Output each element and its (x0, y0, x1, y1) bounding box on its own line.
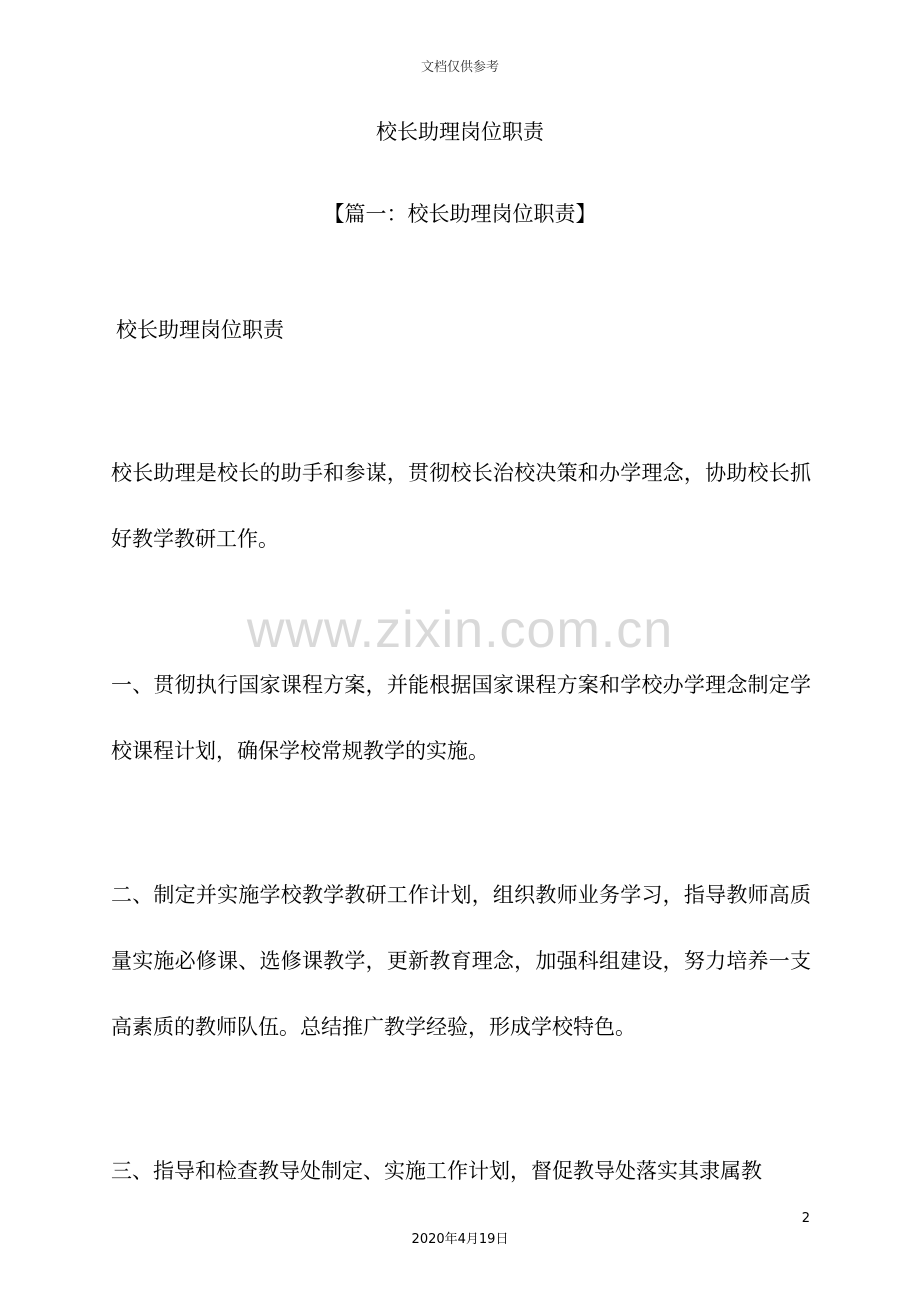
footer-date: 2020年4月19日 (411, 1232, 509, 1247)
watermark: www.zixin.com.cn (246, 601, 674, 659)
sub-heading: 校长助理岗位职责 (116, 318, 284, 342)
paragraph-item-3: 三、指导和检查教导处制定、实施工作计划，督促教导处落实其隶属教 (111, 1159, 762, 1183)
section-title: 【篇一：校长助理岗位职责】 (323, 202, 597, 226)
document-title: 校长助理岗位职责 (376, 120, 544, 144)
header-note: 文档仅供参考 (420, 60, 499, 75)
page-number: 2 (801, 1211, 810, 1226)
paragraph-intro: 校长助理是校长的助手和参谋，贯彻校长治校决策和办学理念，协助校长抓好教学教研工作。 (111, 461, 811, 551)
paragraph-item-1: 一、贯彻执行国家课程方案，并能根据国家课程方案和学校办学理念制定学校课程计划，确保学校常规教学的实施。 (111, 673, 811, 763)
paragraph-item-2: 二、制定并实施学校教学教研工作计划，组织教师业务学习，指导教师高质量实施必修课、选修课教学，更新教育理念，加强科组建设，努力培养一支高素质的教师队伍。总结推广教学经验，形成学校特色。 (111, 883, 811, 1039)
